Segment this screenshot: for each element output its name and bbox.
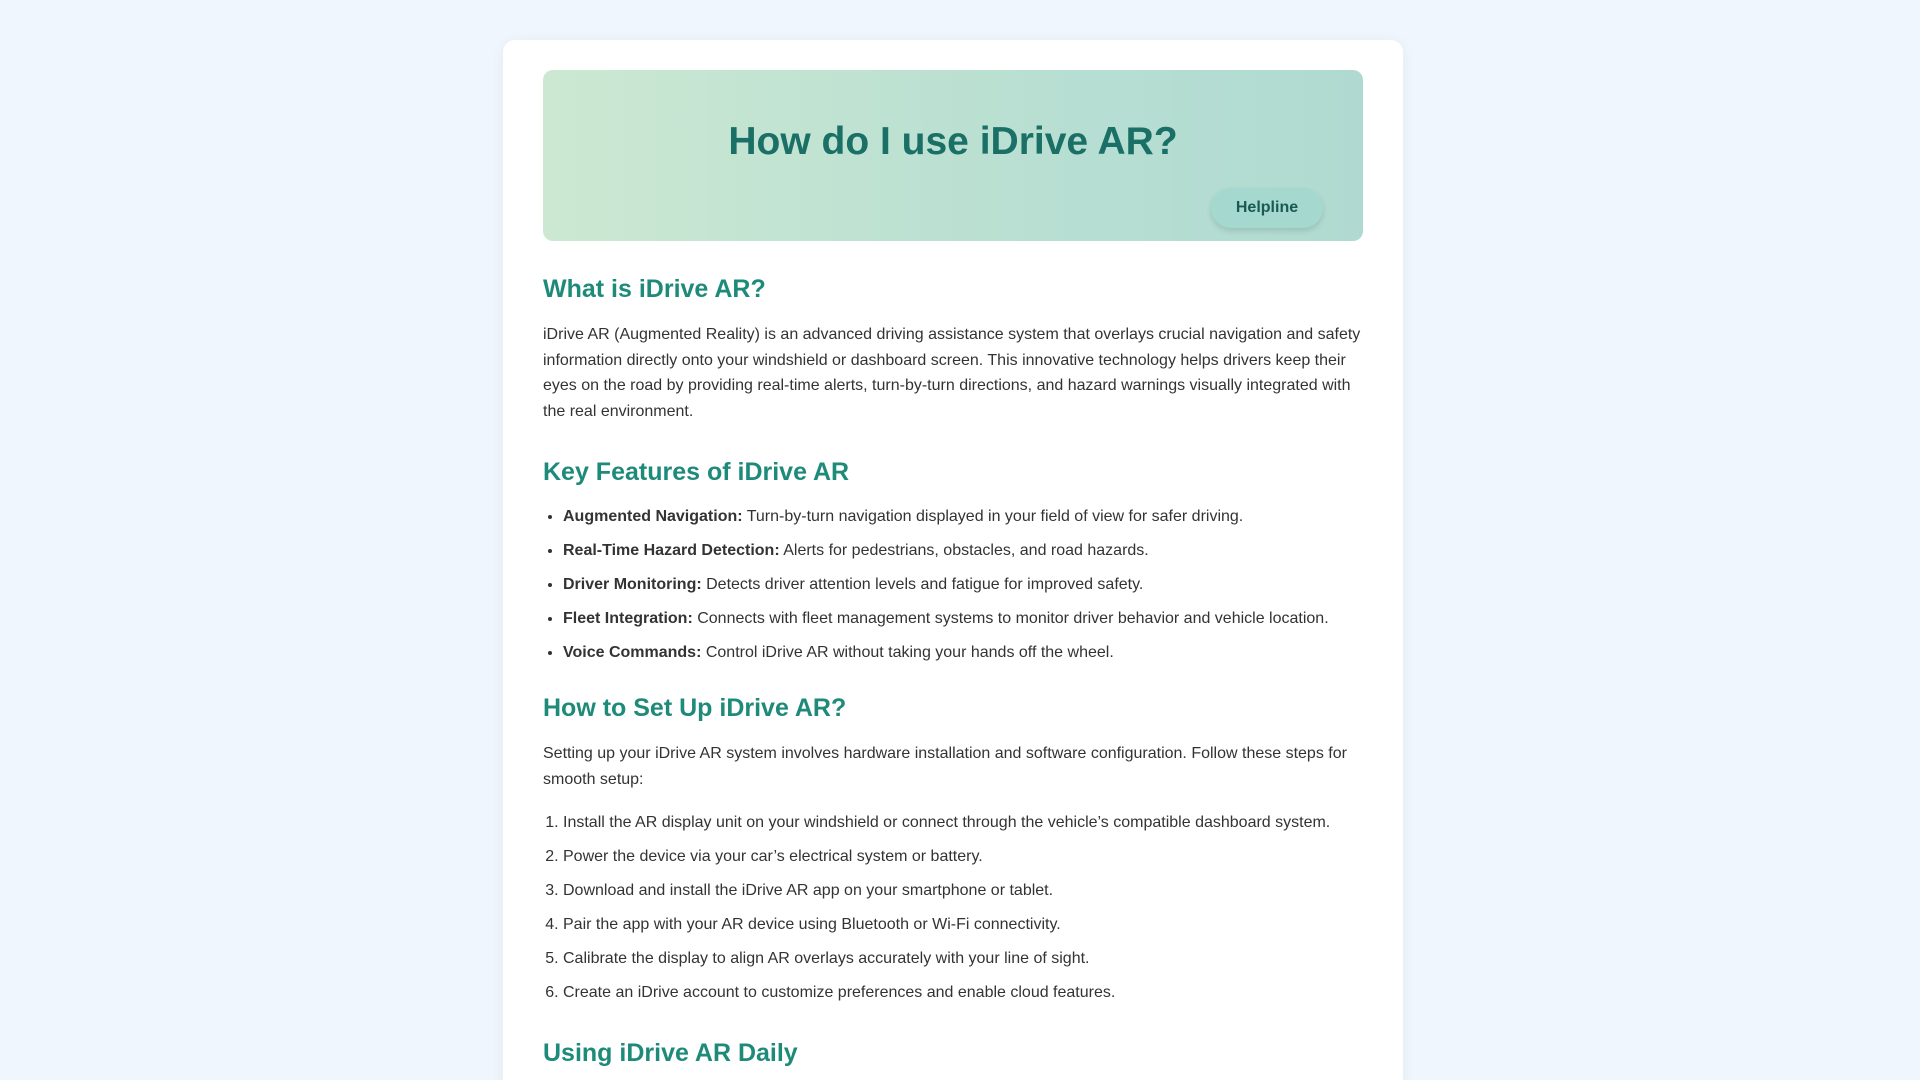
- feature-text: Turn-by-turn navigation displayed in your field of view for safer driving.: [742, 508, 1244, 525]
- feature-label: Voice Commands:: [563, 644, 702, 661]
- hero-banner: [543, 70, 1363, 241]
- list-item: [563, 507, 1363, 527]
- list-item: [563, 643, 1363, 663]
- setup-step: 3. Download and install the iDrive AR app on your smartphone or tablet.: [563, 881, 1363, 901]
- feature-label: Fleet Integration:: [563, 610, 693, 627]
- section-body-setup: Setting up your iDrive AR system involves hardware installation and software configuration. Follow these steps for smooth setup:: [543, 745, 1347, 788]
- feature-text: Control iDrive AR without taking your hands off the wheel.: [701, 644, 1114, 661]
- section-title-setup: How to Set Up iDrive AR?: [543, 694, 847, 722]
- content-card: [503, 40, 1403, 1080]
- feature-label: Augmented Navigation:: [563, 508, 743, 525]
- page-title: How do I use iDrive AR?: [728, 120, 1178, 163]
- section-title-what: What is iDrive AR?: [543, 275, 766, 303]
- setup-step: 1. Install the AR display unit on your windshield or connect through the vehicle’s compatible dashboard system.: [563, 813, 1363, 833]
- section-title-daily: Using iDrive AR Daily: [543, 1039, 798, 1067]
- feature-text: Connects with fleet management systems to monitor driver behavior and vehicle location.: [692, 610, 1329, 627]
- helpline-button[interactable]: Helpline: [1211, 188, 1323, 228]
- feature-text: Alerts for pedestrians, obstacles, and road hazards.: [779, 542, 1149, 559]
- feature-label: Driver Monitoring:: [563, 576, 702, 593]
- section-title-features: Key Features of iDrive AR: [543, 458, 850, 486]
- setup-steps-list: [543, 813, 1363, 1003]
- list-item: [563, 541, 1363, 561]
- list-item: [563, 575, 1363, 595]
- feature-label: Real-Time Hazard Detection:: [563, 542, 780, 559]
- setup-step: 6. Create an iDrive account to customize preferences and enable cloud features.: [563, 983, 1363, 1003]
- section-body-what: iDrive AR (Augmented Reality) is an advanced driving assistance system that overlays crucial navigation and safety information directly onto your windshield or dashboard screen. This innovative technology helps drivers keep their eyes on the road by providing real-time alerts, turn-by-turn directions, and hazard warnings visually integrated with the real environment.: [543, 326, 1361, 420]
- list-item: [563, 609, 1363, 629]
- setup-step: 4. Pair the app with your AR device using Bluetooth or Wi-Fi connectivity.: [563, 915, 1363, 935]
- features-list: [543, 507, 1363, 663]
- setup-step: 2. Power the device via your car’s electrical system or battery.: [563, 847, 1363, 867]
- feature-text: Detects driver attention levels and fatigue for improved safety.: [701, 576, 1144, 593]
- setup-step: 5. Calibrate the display to align AR overlays accurately with your line of sight.: [563, 949, 1363, 969]
